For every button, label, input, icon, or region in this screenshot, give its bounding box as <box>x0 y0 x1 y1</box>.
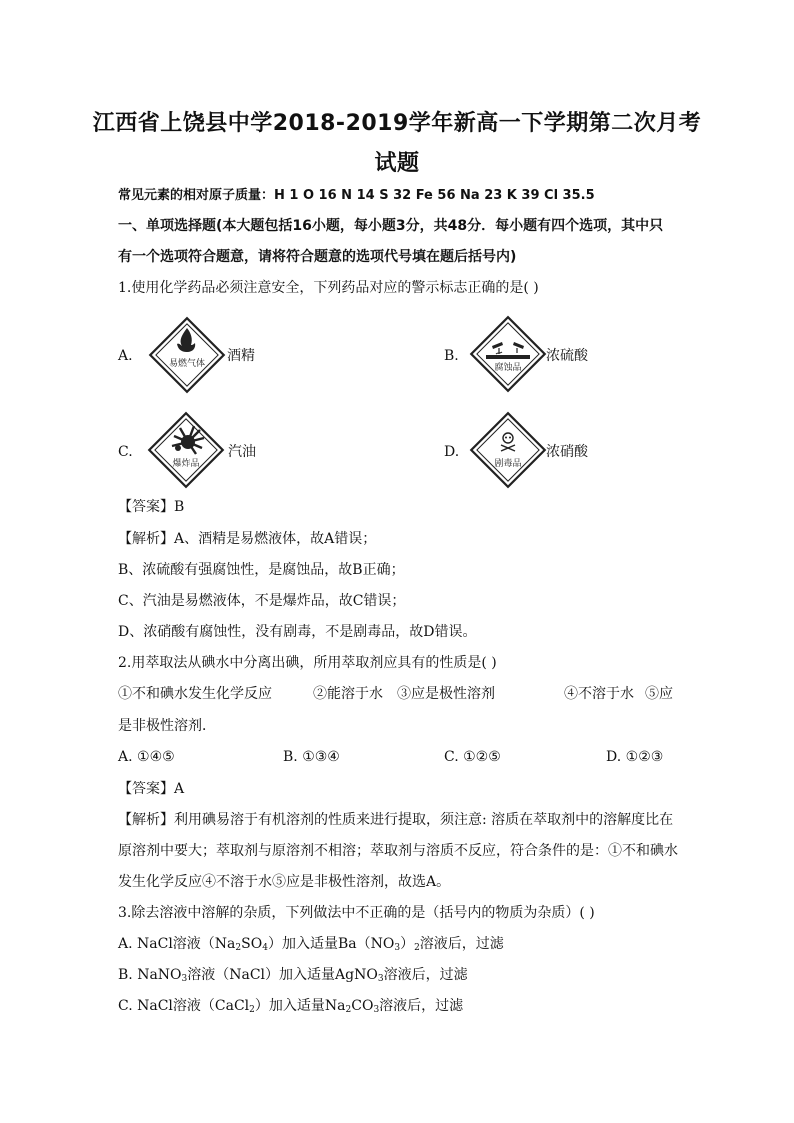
q1-answer: 【答案】B <box>118 499 185 515</box>
q2-property: ③应是极性溶剂 <box>397 686 495 702</box>
q2-choice-a <box>118 747 175 767</box>
q1-option-c-letter: C. <box>118 444 133 460</box>
q1-option-d-substance: 浓硝酸 <box>546 444 588 460</box>
q1-stem: 1.使用化学药品必须注意安全，下列药品对应的警示标志正确的是( ) <box>118 280 539 296</box>
q1-option-a-letter: A. <box>118 348 133 364</box>
q2-property: ②能溶于水 <box>313 686 383 702</box>
q1-analysis-line: C、汽油是易燃液体，不是爆炸品，故C错误； <box>118 593 406 609</box>
q1-option-a-substance: 酒精 <box>227 348 255 364</box>
q3-stem: 3.除去溶液中溶解的杂质，下列做法中不正确的是（括号内的物质为杂质）( ) <box>118 905 595 921</box>
q1-analysis-line: 【解析】A、酒精是易燃液体，故A错误； <box>118 531 377 547</box>
q3-option-b: B. NaNO$_3$溶液（NaCl）加入适量AgNO$_3$溶液后，过滤 <box>118 967 468 984</box>
atomic-masses: 常见元素的相对原子质量：H 1 O 16 N 14 S 32 Fe 56 Na 23 K 39 Cl 35.5 <box>118 188 595 203</box>
sign-text: 剧毒品 <box>494 459 522 469</box>
explosive-sign <box>144 408 228 492</box>
sign-text: 腐蚀品 <box>494 363 522 373</box>
q1-option-d-letter: D. <box>444 444 460 460</box>
q2-stem: 2.用萃取法从碘水中分离出碘，所用萃取剂应具有的性质是( ) <box>118 655 497 671</box>
q1-option-b-substance: 浓硫酸 <box>546 348 588 364</box>
choice-letter: B. <box>283 749 298 765</box>
toxic-sign <box>466 408 550 492</box>
q2-analysis-line: 原溶剂中要大；萃取剂与原溶剂不相溶；萃取剂与溶质不反应，符合条件的是：①不和碘水 <box>118 843 678 859</box>
q2-property: ⑤应 <box>645 686 673 702</box>
q2-property-continued: 是非极性溶剂． <box>118 718 216 734</box>
choice-value: ①③④ <box>302 749 340 765</box>
sign-text: 易燃气体 <box>168 359 206 369</box>
corrosive-sign <box>466 312 550 396</box>
q2-property: ①不和碘水发生化学反应 <box>118 686 272 702</box>
q2-analysis-line: 【解析】利用碘易溶于有机溶剂的性质来进行提取，须注意: 溶质在萃取剂中的溶解度比在 <box>118 812 674 828</box>
flammable-gas-sign <box>146 314 228 396</box>
choice-value: ①②③ <box>625 749 664 765</box>
q1-option-c-substance: 汽油 <box>228 444 256 460</box>
section-heading-line1: 一、单项选择题(本大题包括16小题，每小题3分，共48分．每小题有四个选项，其中只 <box>118 218 664 234</box>
q1-option-b-letter: B. <box>444 348 459 364</box>
choice-value: ①④⑤ <box>137 749 175 765</box>
page-title: 江西省上饶县中学2018-2019学年新高一下学期第二次月考 <box>92 111 702 136</box>
q2-property: ④不溶于水 <box>564 686 634 702</box>
q1-analysis-line: B、浓硫酸有强腐蚀性，是腐蚀品，故B正确； <box>118 562 405 578</box>
q2-choice-d <box>606 747 663 767</box>
q3-option-c: C. NaCl溶液（CaCl$_2$）加入适量$Na_2CO_3$溶液后，过滤 <box>118 998 464 1015</box>
q2-choice-c <box>444 747 501 767</box>
section-heading-line2: 有一个选项符合题意，请将符合题意的选项代号填在题后括号内) <box>118 249 517 265</box>
q3-option-a: A. NaCl溶液$(Na_2SO_4)$加入适量$Ba(NO_3)_2$溶液后，过滤 <box>118 936 504 953</box>
page-title-continued: 试题 <box>374 151 420 176</box>
q2-analysis-line: 发生化学反应④不溶于水⑤应是非极性溶剂，故选A。 <box>118 874 451 890</box>
choice-value: ①②⑤ <box>463 749 501 765</box>
choice-letter: C. <box>444 749 459 765</box>
q2-answer: 【答案】A <box>118 781 185 797</box>
q2-choice-b <box>283 747 340 767</box>
choice-letter: D. <box>606 749 622 765</box>
sign-text: 爆炸品 <box>172 459 200 469</box>
choice-letter: A. <box>118 749 133 765</box>
q1-analysis-line: D、浓硝酸有腐蚀性，没有剧毒，不是剧毒品，故D错误。 <box>118 624 477 640</box>
